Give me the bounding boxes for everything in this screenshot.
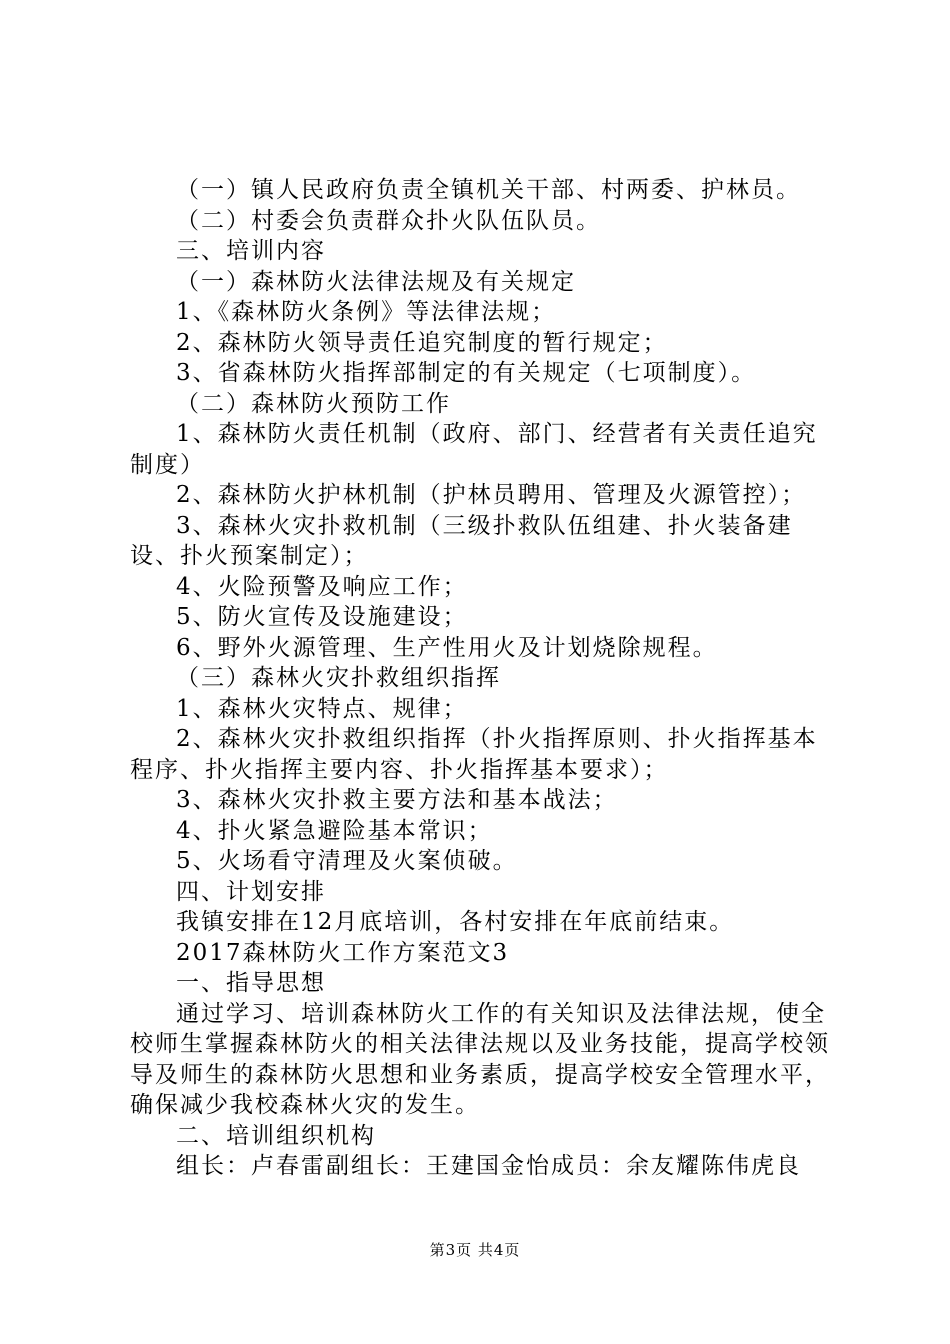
list-item: 2、森林防火领导责任追究制度的暂行规定； <box>176 329 668 356</box>
document-subtitle: 2017森林防火工作方案范文3 <box>176 939 510 966</box>
subsection-heading: （二）森林防火预防工作 <box>176 390 451 417</box>
section-heading: 三、培训内容 <box>176 238 326 264</box>
list-item: 5、火场看守清理及火案侦破。 <box>176 848 518 874</box>
page-footer: 第3页 共4页 <box>429 1241 521 1259</box>
list-item: 2、森林防火护林机制（护林员聘用、管理及火源管控）； <box>176 482 807 508</box>
list-item: 3、省森林防火指挥部制定的有关规定（七项制度）。 <box>176 360 757 386</box>
list-item: 1、森林火灾特点、规律； <box>176 695 468 722</box>
list-item: 4、火险预警及响应工作； <box>176 573 468 600</box>
section-heading: 一、指导思想 <box>176 970 326 996</box>
paragraph: 组长：卢春雷副组长：王建国金怡成员：余友耀陈伟虎良 <box>176 1153 801 1179</box>
document-body <box>130 175 830 1182</box>
list-item: 5、防火宣传及设施建设； <box>176 604 468 630</box>
list-item: 3、森林火灾扑救机制（三级扑救队伍组建、扑火装备建设、扑火预案制定）； <box>130 512 793 569</box>
section-heading: 四、计划安排 <box>176 878 326 905</box>
list-item: 1、《森林防火条例》等法律法规； <box>176 299 557 325</box>
subsection-heading: （三）森林火灾扑救组织指挥 <box>176 665 501 691</box>
paragraph: （二）村委会负责群众扑火队伍队员。 <box>176 207 601 234</box>
list-item: 1、森林防火责任机制（政府、部门、经营者有关责任追究制度） <box>130 421 818 478</box>
subsection-heading: （一）森林防火法律法规及有关规定 <box>176 268 576 295</box>
paragraph: 我镇安排在12月底培训，各村安排在年底前结束。 <box>176 909 735 935</box>
list-item: 4、扑火紧急避险基本常识； <box>176 817 493 844</box>
list-item: 2、森林火灾扑救组织指挥（扑火指挥原则、扑火指挥基本程序、扑火指挥主要内容、扑火指挥基本要求）； <box>130 726 818 783</box>
list-item: 3、森林火灾扑救主要方法和基本战法； <box>176 787 618 813</box>
paragraph: （一）镇人民政府负责全镇机关干部、村两委、护林员。 <box>176 177 801 203</box>
paragraph: 通过学习、培训森林防火工作的有关知识及法律法规，使全校师生掌握森林防火的相关法律法规以及业务技能，提高学校领导及师生的森林防火思想和业务素质，提高学校安全管理水平，确保减少我校森林火灾的发生。 <box>130 1000 830 1118</box>
section-heading: 二、培训组织机构 <box>176 1122 376 1149</box>
list-item: 6、野外火源管理、生产性用火及计划烧除规程。 <box>176 634 718 661</box>
